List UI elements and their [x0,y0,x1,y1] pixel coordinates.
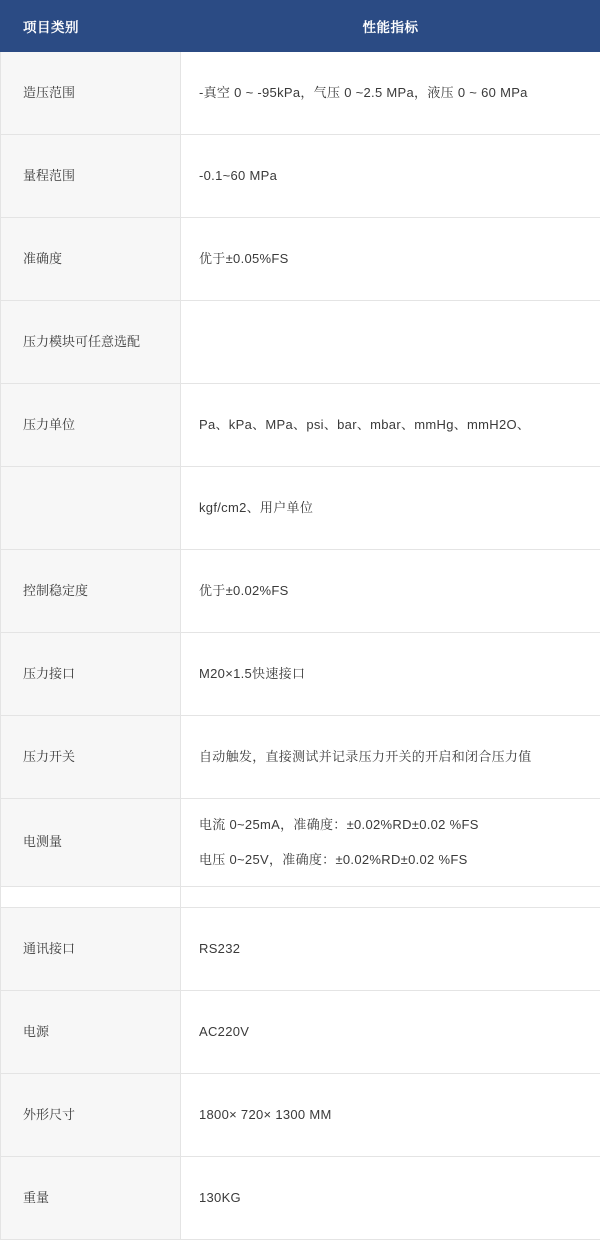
row-value-line: 优于±0.05%FS [199,247,588,272]
table-row [1,799,600,887]
row-value [181,1074,600,1157]
column-header-performance: 性能指标 [181,1,600,52]
table-row [1,218,600,301]
table-header-row [1,1,600,52]
row-value [181,135,600,218]
row-label: 造压范围 [1,52,181,135]
table-row [1,1074,600,1157]
table-row [1,1157,600,1240]
row-value [181,991,600,1074]
row-label: 压力模块可任意选配 [1,301,181,384]
row-value [181,467,600,550]
table-row [1,384,600,467]
row-value-line: 电流 0~25mA，准确度：±0.02%RD±0.02 %FS [199,813,588,838]
row-value [181,218,600,301]
column-header-category: 项目类别 [1,1,181,52]
spacer-cell-left [1,887,181,908]
row-value-line: kgf/cm2、用户单位 [199,496,588,521]
row-value-line: M20×1.5快速接口 [199,662,588,687]
row-label: 通讯接口 [1,908,181,991]
row-label: 电测量 [1,799,181,887]
row-label: 压力单位 [1,384,181,467]
row-value-line: 自动触发，直接测试并记录压力开关的开启和闭合压力值 [199,745,588,770]
row-value [181,301,600,384]
row-value-line: AC220V [199,1020,588,1045]
row-value [181,1157,600,1240]
row-value-line: 130KG [199,1186,588,1211]
row-value [181,908,600,991]
spacer-cell-right [181,887,600,908]
row-value [181,716,600,799]
row-value-line: Pa、kPa、MPa、psi、bar、mbar、mmHg、mmH2O、 [199,413,588,438]
table-row [1,550,600,633]
row-value-line: 电压 0~25V，准确度：±0.02%RD±0.02 %FS [199,848,588,873]
table-row [1,908,600,991]
row-value-line: 优于±0.02%FS [199,579,588,604]
table-row [1,301,600,384]
table-header [1,1,600,52]
row-label: 准确度 [1,218,181,301]
table-row [1,467,600,550]
table-row [1,716,600,799]
row-label: 压力开关 [1,716,181,799]
row-value [181,633,600,716]
table-row [1,991,600,1074]
table-row [1,633,600,716]
row-value [181,550,600,633]
row-label: 量程范围 [1,135,181,218]
table-row [1,135,600,218]
row-value [181,52,600,135]
table-body [1,52,600,1240]
row-value [181,799,600,887]
row-value [181,384,600,467]
row-label: 电源 [1,991,181,1074]
row-value-line: RS232 [199,937,588,962]
row-value-line: -真空 0 ~ -95kPa，气压 0 ~2.5 MPa，液压 0 ~ 60 MPa [199,81,588,106]
row-label: 外形尺寸 [1,1074,181,1157]
row-label: 压力接口 [1,633,181,716]
row-label [1,467,181,550]
row-label: 重量 [1,1157,181,1240]
row-value-line: 1800× 720× 1300 MM [199,1103,588,1128]
row-label: 控制稳定度 [1,550,181,633]
table-spacer-row [1,887,600,908]
table-row [1,52,600,135]
row-value-line: -0.1~60 MPa [199,164,588,189]
